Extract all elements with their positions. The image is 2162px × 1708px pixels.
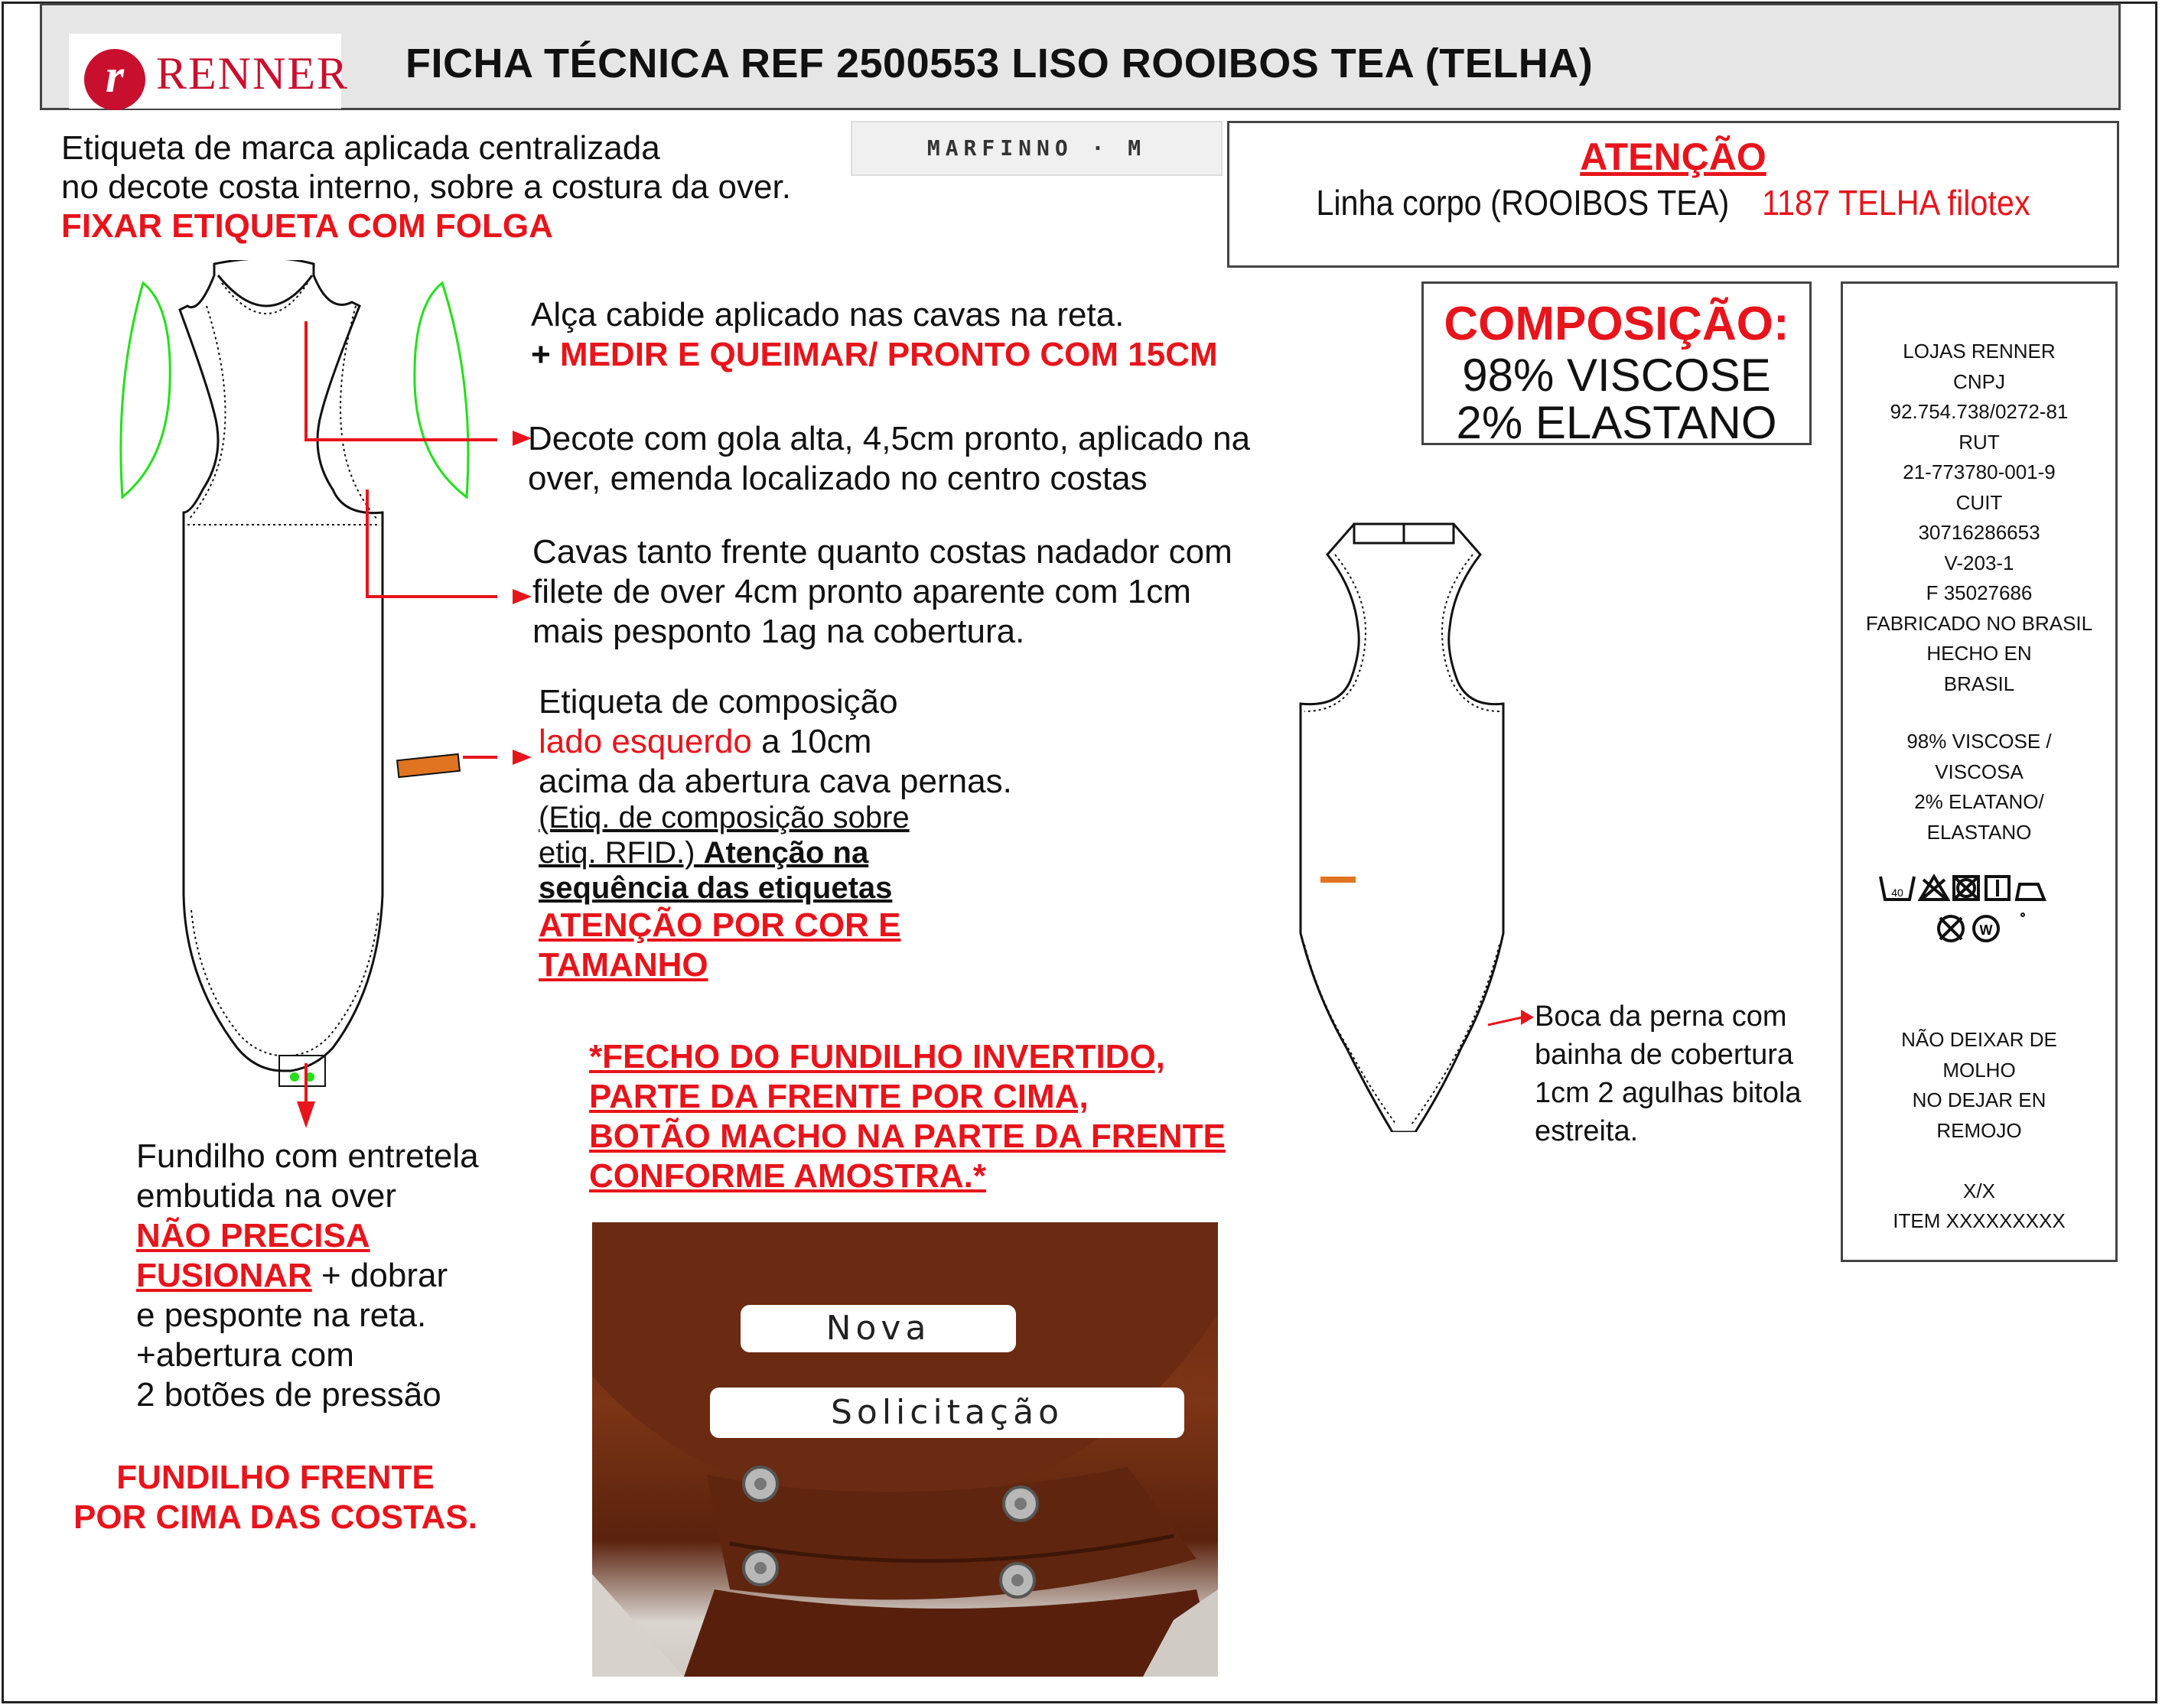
etiq-note-side: lado esquerdo — [539, 723, 752, 760]
care-label-company: LOJAS RENNER CNPJ 92.754.738/0272-81 RUT 21-773780-001-9 CUIT 30716286653 V-203-1 F 35027686 FABRICADO NO BRASIL HECHO EN BRASIL — [1865, 340, 2093, 695]
fecho-note-4: CONFORME AMOSTRA.* — [589, 1157, 987, 1195]
brand-label-sample: MARFINNO · M — [851, 121, 1223, 176]
etiq-note-2 — [539, 722, 871, 762]
page-title: FICHA TÉCNICA REF 2500553 LISO ROOIBOS TEA (TELHA) — [405, 41, 1594, 86]
photo-label-nova: Nova — [741, 1305, 1016, 1352]
composicao-line-1: 98% VISCOSE — [1462, 350, 1771, 401]
fundilho-note-3: NÃO PRECISA — [136, 1217, 370, 1254]
atencao-body-color: 1187 TELHA filotex — [1762, 183, 2030, 223]
care-label-instructions: NÃO DEIXAR DE MOLHO NO DEJAR EN REMOJO X/X ITEM XXXXXXXXX — [1893, 1028, 2066, 1232]
etiq-note-rfid: etiq. RFID.) — [539, 836, 704, 870]
fundilho-note-4 — [136, 1256, 448, 1296]
alca-note-prefix: + — [531, 336, 560, 373]
etiq-note-attention: Atenção na — [703, 836, 869, 870]
photo-label-solicitacao: Solicitação — [710, 1388, 1184, 1438]
boca-note-1: Boca da perna com — [1535, 1000, 1787, 1033]
atencao-title: ATENÇÃO — [1580, 135, 1766, 178]
etiq-note-6: sequência das etiquetas — [539, 871, 893, 905]
boca-note-3: 1cm 2 agulhas bitola — [1535, 1077, 1802, 1109]
back-composition-label — [1320, 877, 1356, 883]
alca-note-1: Alça cabide aplicado nas cavas na reta. — [531, 296, 1125, 333]
etiq-note-8: TAMANHO — [539, 946, 708, 984]
alca-note-warning: MEDIR E QUEIMAR/ PRONTO COM 15CM — [559, 336, 1218, 373]
cavas-note-1: Cavas tanto frente quanto costas nadador com — [532, 533, 1232, 571]
decote-note-1: Decote com gola alta, 4,5cm pronto, aplicado na — [528, 420, 1251, 457]
fundilho-note-8: FUNDILHO FRENTE — [116, 1459, 435, 1496]
wet-clean-text: W — [1979, 922, 1993, 938]
brand-label-note-2: no decote costa interno, sobre a costura da over. — [61, 168, 791, 206]
brand-label-note-1: Etiqueta de marca aplicada centralizada — [61, 129, 660, 167]
alca-note-2 — [531, 335, 1218, 375]
atencao-body-thread: Linha corpo (ROOIBOS TEA) — [1316, 183, 1730, 223]
decote-note-2: over, emenda localizado no centro costas — [528, 460, 1148, 497]
fundilho-note-6: +abertura com — [136, 1336, 354, 1374]
etiq-note-1: Etiqueta de composição — [539, 683, 898, 721]
fundilho-note-9: POR CIMA DAS COSTAS. — [73, 1498, 478, 1536]
fundilho-note-2: embutida na over — [136, 1177, 396, 1215]
fundilho-note-5: e pesponte na reta. — [136, 1296, 427, 1334]
fecho-note-2: PARTE DA FRENTE POR CIMA, — [589, 1078, 1089, 1115]
boca-note-4: estreita. — [1535, 1115, 1639, 1147]
cavas-note-3: mais pesponto 1ag na cobertura. — [532, 613, 1025, 650]
etiq-note-distance: a 10cm — [751, 723, 872, 760]
fundilho-note-7: 2 botões de pressão — [136, 1376, 441, 1414]
fecho-note-1: *FECHO DO FUNDILHO INVERTIDO, — [589, 1038, 1165, 1075]
brand-name: RENNER — [156, 48, 349, 99]
etiq-note-7: ATENÇÃO POR COR E — [539, 906, 901, 944]
fundilho-note-1: Fundilho com entretela — [136, 1137, 479, 1175]
wash-temp-text: 40 — [1891, 887, 1903, 899]
etiq-note-3: acima da abertura cava pernas. — [539, 763, 1012, 800]
boca-note-2: bainha de cobertura — [1535, 1039, 1794, 1071]
fecho-note-3: BOTÃO MACHO NA PARTE DA FRENTE — [589, 1118, 1226, 1155]
fundilho-note-fusionar: FUSIONAR — [136, 1257, 312, 1294]
photo-graphic — [592, 1222, 1218, 1677]
fundilho-note-dobrar: + dobrar — [311, 1257, 448, 1294]
brand-label-warning: FIXAR ETIQUETA COM FOLGA — [61, 207, 553, 245]
composicao-title: COMPOSIÇÃO: — [1444, 298, 1789, 350]
composicao-line-2: 2% ELASTANO — [1456, 397, 1777, 448]
etiq-note-5 — [539, 835, 868, 870]
renner-logo-icon: r — [84, 49, 145, 110]
sample-photo — [592, 1222, 1218, 1677]
cavas-note-2: filete de over 4cm pronto aparente com 1cm — [532, 573, 1191, 610]
care-label-composition: 98% VISCOSE / VISCOSA 2% ELATANO/ ELASTANO — [1906, 730, 2052, 844]
back-outline — [1301, 524, 1503, 1132]
etiq-note-4: (Etiq. de composição sobre — [539, 801, 910, 834]
